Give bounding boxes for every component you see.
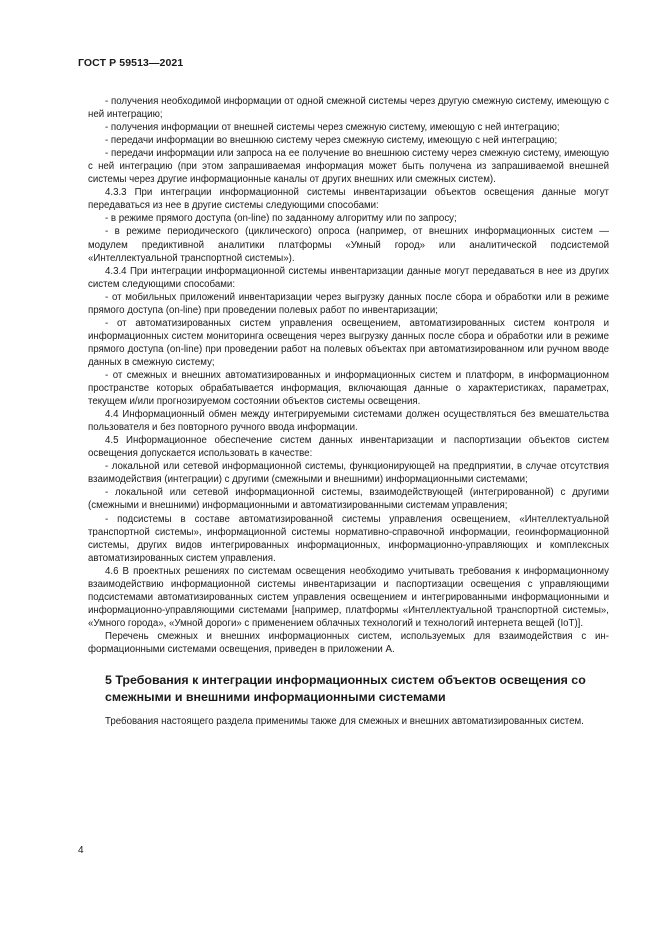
paragraph: - передачи информации во внешнюю систему через смежную систему, имеющую с ней интеграцию; [105,135,558,147]
paragraph: - от мобильных приложений инвентаризации через выгрузку данных после сбора и обработки или в режиме прямого доступа (on-line) при проведении полевых работ по инвентаризации; [88,291,609,316]
paragraph: 4.5 Информационное обеспечение систем данных инвентаризации и паспортизации объектов систем освещения допускается использовать в качестве: [88,435,609,460]
paragraph: - в режиме периодического (циклического) опроса (например, от внешних информационных систем — модулем предиктивной аналитики платформы «Умный город» или аналитической подсистемой «Интеллектуальной транспортной системы»). [88,226,609,264]
paragraph: - от смежных и внешних автоматизированных и информационных систем и платформ, в информационном пространстве которых обрабатывается информация, включающая данные о характеристиках, параметрах, текущем и/или прогнозируемом состоянии объектов системы освещения. [88,369,609,408]
paragraph: - подсистемы в составе автоматизированной системы управления освещением, «Интеллектуальной транспортной системы», информационной системы нормативно-справочной информации, геоинформационной системы, других видов интегрированных информационных, информационно-управляющих и комплексных автоматизированных систем управления. [88,513,609,564]
paragraph: - получения информации от внешней системы через смежную систему, имеющую с ней интеграцию; [105,122,560,134]
paragraph: - передачи информации или запроса на ее получение во внешнюю систему через смежную систему, имеющую с ней интеграцию (при этом запрашиваемая информация может быть получена из запрашиваемой внешней системы через другие информационные каналы от других внешних или смежных систем). [88,148,609,186]
section-paragraph: Требования настоящего раздела применимы также для смежных и внешних автоматизированных систем. [105,716,584,728]
paragraph: 4.4 Информационный обмен между интегрируемыми системами должен осуществляться без вмешательства пользователя и без повторного ручного ввода информации. [88,409,609,434]
paragraph: - в режиме прямого доступа (on-line) по заданному алгоритму или по запросу; [105,213,457,225]
page-body [88,95,609,728]
section-heading: 5 Требования к интеграции информационных систем объектов освещения со смежными и внешними информационными системами [105,673,586,704]
paragraph: - локальной или сетевой информационной системы, функционирующей на предприятии, в случае отсутствия взаимодействия (интеграции) с другими (смежными и внешними) информационными системами; [88,461,609,486]
document-header: ГОСТ Р 59513—2021 [78,57,184,69]
paragraph: Перечень смежных и внешних информационных систем, используемых для взаимодействия с информационными системами освещения, приведен в приложении А. [88,630,609,655]
paragraph: 4.6 В проектных решениях по системам освещения необходимо учитывать требования к информационному взаимодействию информационной системы инвентаризации и паспортизации освещения с управляющими подсистемами автоматизированных систем управления освещением и интегрированными информационными и информационно-управляющими системами [например, платформы «Интеллектуальной транспортной системы», «Умного города», «Умной дороги» с применением облачных технологий и технологий интернета вещей (IoT)]. [88,565,609,629]
paragraph: - получения необходимой информации от одной смежной системы через другую смежную систему, имеющую с ней интеграцию; [88,96,609,121]
paragraph: - от автоматизированных систем управления освещением, автоматизированных систем контроля и информационных систем мониторинга освещения через выгрузку данных после сбора и обработки или в режиме прямого доступа (on-line) при проведении работ на полевых объектах при автоматизированном или ручном вводе данных в смежную систему; [88,317,609,368]
page-number: 4 [78,845,84,856]
paragraph: 4.3.4 При интеграции информационной системы инвентаризации данные могут передаваться в нее из других систем следующими способами: [88,265,609,290]
paragraph: 4.3.3 При интеграции информационной системы инвентаризации объектов освещения данные могут передаваться из нее в другие системы следующими способами: [88,187,609,212]
paragraph: - локальной или сетевой информационной системы, взаимодействующей (интегрированной) с другими (смежными и внешними) информационными и автоматизированными системам управления; [88,487,609,512]
